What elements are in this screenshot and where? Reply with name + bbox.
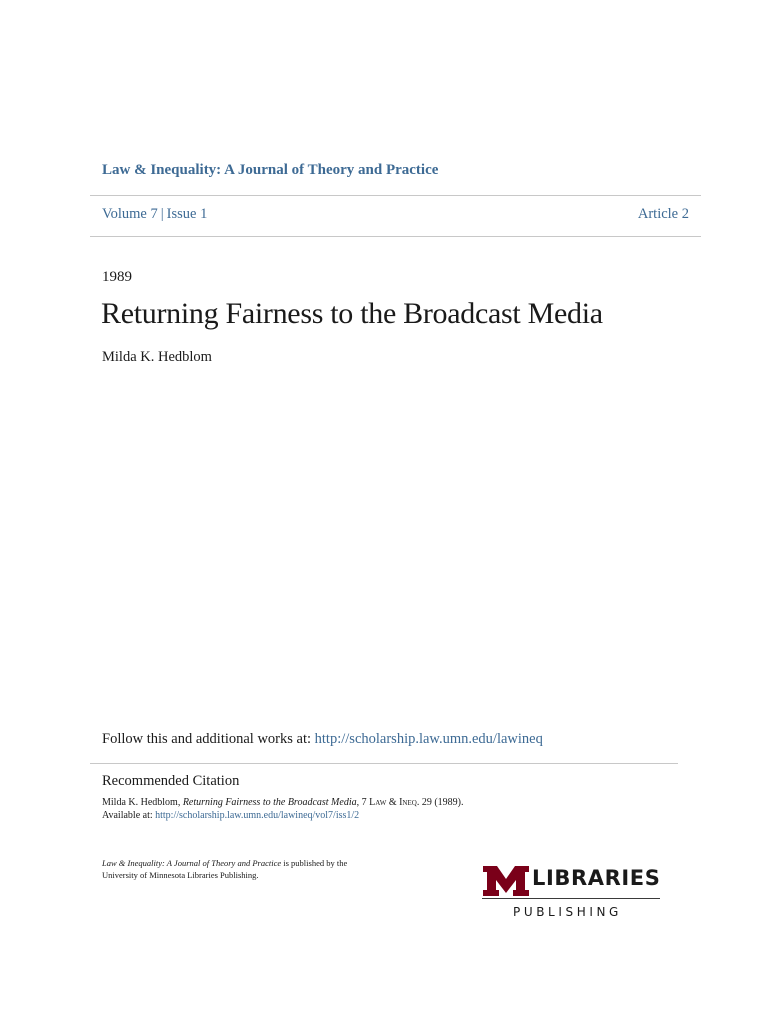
header-top-rule: [90, 195, 701, 196]
publication-year: 1989: [102, 269, 132, 285]
article-author: Milda K. Hedblom: [102, 349, 212, 365]
citation-volume: , 7: [356, 797, 367, 808]
citation-rule: [90, 763, 678, 764]
volume-issue: [102, 206, 207, 223]
citation-line: [102, 796, 464, 809]
available-line: [102, 809, 464, 822]
logo-publishing-text: PUBLISHING: [513, 905, 622, 919]
journal-title-link[interactable]: Law & Inequality: A Journal of Theory and Practice: [102, 162, 439, 178]
header-bottom-rule: [90, 236, 701, 237]
publisher-line-1-rest: is published by the: [283, 858, 348, 868]
available-url-link[interactable]: http://scholarship.law.umn.edu/lawineq/vol7/iss1/2: [155, 810, 360, 821]
logo-libraries-text: LIBRARIES: [532, 866, 661, 890]
volume-link[interactable]: Volume 7: [102, 206, 158, 222]
volume-issue-separator: |: [160, 206, 164, 222]
publisher-journal-name: Law & Inequality: A Journal of Theory and Practice: [102, 858, 282, 868]
logo-divider: [482, 898, 660, 899]
citation-rest: 29 (1989).: [421, 797, 464, 808]
citation-journal-abbrev: Law & Ineq.: [369, 797, 420, 808]
available-label: Available at:: [102, 810, 153, 821]
follow-line: [102, 731, 543, 748]
publisher-line-2: University of Minnesota Libraries Publishing.: [102, 870, 259, 880]
article-number-link[interactable]: Article 2: [637, 206, 689, 222]
publisher-note: [102, 857, 347, 881]
recommended-citation-heading: Recommended Citation: [102, 773, 240, 789]
follow-url-link[interactable]: http://scholarship.law.umn.edu/lawineq: [314, 731, 543, 747]
citation-block: [102, 796, 464, 822]
libraries-publishing-logo[interactable]: [480, 862, 662, 922]
article-title: Returning Fairness to the Broadcast Media: [101, 297, 603, 330]
issue-link[interactable]: Issue 1: [166, 206, 208, 222]
publisher-line-1: [102, 857, 347, 869]
citation-title: Returning Fairness to the Broadcast Media: [182, 797, 357, 808]
university-m-logo-icon: [483, 866, 529, 896]
follow-label: Follow this and additional works at:: [102, 731, 312, 747]
citation-author: Milda K. Hedblom,: [102, 797, 181, 808]
